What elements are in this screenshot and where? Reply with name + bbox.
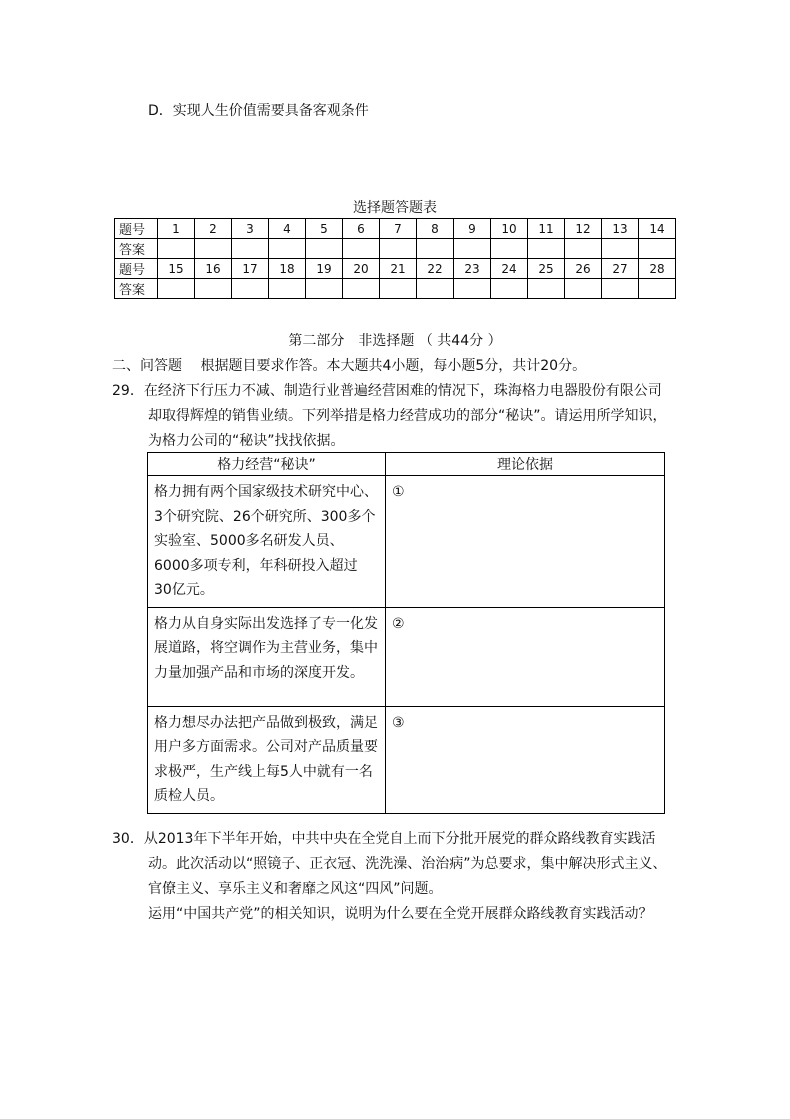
question-30-line: 动。此次活动以“照镜子、正衣冠、洗洗澡、治治病”为总要求，集中解决形式主义、	[148, 856, 667, 872]
col-header-secret: 格力经营“秘诀”	[148, 453, 386, 476]
answer-cell[interactable]	[232, 239, 269, 259]
question-number: 10	[491, 219, 528, 239]
question-number: 16	[195, 259, 232, 279]
row-label-number: 题号	[115, 219, 158, 239]
circled-number-2: ②	[392, 615, 405, 632]
row-label-answer: 答案	[115, 279, 158, 299]
answer-cell[interactable]	[343, 239, 380, 259]
answer-cell[interactable]	[269, 279, 306, 299]
question-number: 5	[306, 219, 343, 239]
question-number: 9	[454, 219, 491, 239]
question-number: 14	[639, 219, 676, 239]
answer-cell[interactable]	[639, 279, 676, 299]
question-number: 12	[565, 219, 602, 239]
question-number: 27	[602, 259, 639, 279]
answer-cell[interactable]	[158, 279, 195, 299]
answer-cell[interactable]	[528, 239, 565, 259]
answer-cell[interactable]	[491, 239, 528, 259]
answer-cell[interactable]	[343, 279, 380, 299]
secret-cell	[148, 706, 386, 813]
question-number: 7	[380, 219, 417, 239]
table-row	[148, 476, 665, 608]
answer-cell[interactable]	[528, 279, 565, 299]
question-number: 18	[269, 259, 306, 279]
circled-number-3: ③	[392, 714, 405, 731]
answer-area[interactable]	[386, 476, 665, 608]
question-number: 17	[232, 259, 269, 279]
secret-cell	[148, 476, 386, 608]
col-header-basis: 理论依据	[386, 453, 665, 476]
part-two-heading: 第二部分 非选择题 （ 共44分 ）	[288, 333, 502, 349]
question-29-line: 为格力公司的“秘诀”找找依据。	[148, 433, 345, 449]
answer-cell[interactable]	[602, 239, 639, 259]
answer-cell[interactable]	[158, 239, 195, 259]
answer-cell[interactable]	[565, 239, 602, 259]
question-30-line: 30．从2013年下半年开始，中共中央在全党自上而下分批开展党的群众路线教育实践活	[112, 831, 656, 847]
question-number: 20	[343, 259, 380, 279]
table-row	[115, 259, 676, 279]
answer-cell[interactable]	[195, 279, 232, 299]
option-d: D．实现人生价值需要具备客观条件	[148, 103, 369, 119]
question-30-line: 官僚主义、享乐主义和奢靡之风这“四风”问题。	[148, 881, 443, 897]
question-number: 1	[158, 219, 195, 239]
question-number: 11	[528, 219, 565, 239]
answer-table-title: 选择题答题表	[353, 200, 437, 216]
question-29-line: 29．在经济下行压力不减、制造行业普遍经营困难的情况下，珠海格力电器股份有限公司	[112, 383, 662, 399]
question-number: 2	[195, 219, 232, 239]
question-number: 25	[528, 259, 565, 279]
question-number: 4	[269, 219, 306, 239]
table-row	[115, 239, 676, 259]
row-label-number: 题号	[115, 259, 158, 279]
answer-cell[interactable]	[417, 239, 454, 259]
answer-cell[interactable]	[602, 279, 639, 299]
answer-cell[interactable]	[380, 239, 417, 259]
row-label-answer: 答案	[115, 239, 158, 259]
question-30-line: 运用“中国共产党”的相关知识，说明为什么要在全党开展群众路线教育实践活动？	[148, 906, 653, 922]
question-number: 28	[639, 259, 676, 279]
question-number: 8	[417, 219, 454, 239]
table-row	[115, 219, 676, 239]
secret-text: 格力想尽办法把产品做到极致，满足用户多方面需求。公司对产品质量要求极严，生产线上每5人中就有一名质检人员。	[154, 714, 378, 804]
question-number: 21	[380, 259, 417, 279]
table-row	[148, 706, 665, 813]
question-number: 24	[491, 259, 528, 279]
answer-area[interactable]	[386, 607, 665, 706]
answer-cell[interactable]	[195, 239, 232, 259]
circled-number-1: ①	[392, 484, 405, 500]
answer-cell[interactable]	[639, 239, 676, 259]
secret-cell	[148, 607, 386, 706]
question-number: 19	[306, 259, 343, 279]
answer-cell[interactable]	[269, 239, 306, 259]
answer-cell[interactable]	[417, 279, 454, 299]
secret-text: 格力拥有两个国家级技术研究中心、3个研究院、26个研究所、300多个实验室、5000多名研发人员、6000多项专利，年科研投入超过 30亿元。	[154, 484, 378, 598]
answer-cell[interactable]	[565, 279, 602, 299]
table-row	[115, 279, 676, 299]
answer-cell[interactable]	[306, 239, 343, 259]
answer-cell[interactable]	[454, 239, 491, 259]
q29-table	[147, 452, 665, 814]
secret-text: 格力从自身实际出发选择了专一化发展道路，将空调作为主营业务，集中力量加强产品和市场的深度开发。	[154, 615, 378, 681]
section-two-instructions: 二、问答题 根据题目要求作答。本大题共4小题，每小题5分，共计20分。	[112, 358, 587, 374]
answer-cell[interactable]	[232, 279, 269, 299]
answer-cell[interactable]	[380, 279, 417, 299]
question-number: 13	[602, 219, 639, 239]
question-number: 6	[343, 219, 380, 239]
question-number: 26	[565, 259, 602, 279]
question-number: 23	[454, 259, 491, 279]
question-29-line: 却取得辉煌的销售业绩。下列举措是格力经营成功的部分“秘诀”。请运用所学知识，	[148, 408, 667, 424]
answer-table	[114, 218, 676, 299]
question-number: 22	[417, 259, 454, 279]
answer-area[interactable]	[386, 706, 665, 813]
question-number: 15	[158, 259, 195, 279]
table-row	[148, 453, 665, 476]
answer-cell[interactable]	[454, 279, 491, 299]
answer-cell[interactable]	[491, 279, 528, 299]
table-row	[148, 607, 665, 706]
question-number: 3	[232, 219, 269, 239]
answer-cell[interactable]	[306, 279, 343, 299]
